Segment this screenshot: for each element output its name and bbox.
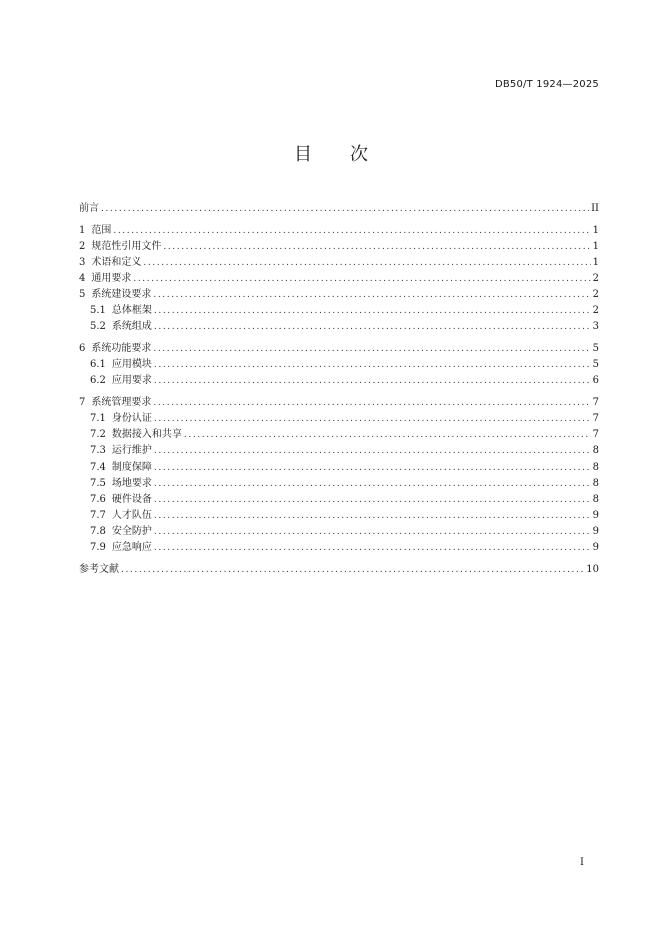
toc-entry-label: 制度保障 [111,461,152,473]
toc-entry-label: 系统组成 [111,321,152,333]
toc-dot-leader [154,540,591,556]
toc-entry-label: 硬件设备 [111,493,152,505]
toc-entry-number: 7.9 [90,542,106,554]
toc-entry-page: 1 [592,240,599,252]
toc-entry-page: 9 [592,542,599,554]
toc-entry-label: 通用要求 [91,273,132,285]
toc-entry-label: 安全防护 [111,526,152,538]
toc-entry-label: 总体框架 [111,305,152,317]
toc-entry-number: 7.4 [90,461,106,473]
toc-entry-page: 7 [592,413,599,425]
toc-entry[interactable] [79,373,599,389]
toc-dot-leader [154,460,591,476]
toc-dot-leader [154,492,591,508]
toc-entry-number: 2 [79,240,86,252]
toc-entry[interactable] [79,476,599,492]
toc-entry-number: 5.2 [90,321,106,333]
toc-entry-label: 数据接入和共享 [111,429,182,441]
toc-entry-label: 系统建设要求 [91,289,152,301]
toc-entry[interactable] [79,524,599,540]
toc-entry-number: 6.1 [90,359,106,371]
toc-entry-page: 1 [592,224,599,236]
toc-entry-number: 7.5 [90,477,106,489]
toc-entry-number: 5.1 [90,305,106,317]
toc-entry-number: 7.3 [90,445,106,457]
toc-entry-page: 5 [592,359,599,371]
toc-entry[interactable] [79,223,599,239]
toc-dot-leader [121,562,584,578]
toc-entry-label: 系统管理要求 [91,397,152,409]
toc-entry[interactable] [79,460,599,476]
toc-entry-page: 2 [592,305,599,317]
toc-entry[interactable] [79,411,599,427]
toc-entry-page: 5 [592,343,599,355]
toc-entry-number: 7.6 [90,493,106,505]
toc-entry[interactable] [79,395,599,411]
toc-entry-number: 6.2 [90,375,106,387]
toc-entry-label: 运行维护 [111,445,152,457]
toc-entry-number: 7 [79,397,86,409]
toc-dot-leader [154,303,591,319]
toc-entry-label: 场地要求 [111,477,152,489]
toc-entry-number: 4 [79,273,86,285]
toc-entry[interactable] [79,201,599,217]
toc-dot-leader [133,271,590,287]
toc-entry[interactable] [79,303,599,319]
toc-dot-leader [184,427,591,443]
toc-entry-label: 应用模块 [111,359,152,371]
toc-dot-leader [154,443,591,459]
toc-entry-number: 7.2 [90,429,106,441]
toc-entry-page: II [591,203,599,214]
document-code: DB50/T 1924—2025 [494,79,599,90]
toc-entry-label: 规范性引用文件 [91,240,162,252]
toc-entry-page: 8 [592,445,599,457]
toc-entry-page: 8 [592,477,599,489]
toc-entry-page: 8 [592,461,599,473]
toc-entry-number: 7.7 [90,510,106,522]
toc-entry-number: 7.1 [90,413,106,425]
toc-dot-leader [154,476,591,492]
toc-entry-number: 1 [79,224,86,236]
toc-entry-page: 9 [592,510,599,522]
toc-entry-label: 人才队伍 [111,510,152,522]
toc-entry-label: 参考文献 [79,563,119,575]
toc-entry-number: 7.8 [90,526,106,538]
toc-dot-leader [154,411,591,427]
toc-heading [0,140,662,166]
toc-dot-leader [143,255,590,271]
toc-entry[interactable] [79,540,599,556]
toc-entry-label: 身份认证 [111,413,152,425]
toc-entry-page: 7 [592,397,599,409]
toc-entry-label: 应急响应 [111,542,152,554]
toc-entry-page: 10 [586,563,599,575]
toc-entry[interactable] [79,357,599,373]
toc-entry-page: 1 [592,256,599,268]
toc-dot-leader [153,395,590,411]
toc-entry-page: 2 [592,273,599,285]
toc-entry-number: 5 [79,289,86,301]
toc-entry[interactable] [79,427,599,443]
toc-entry-label: 应用要求 [111,375,152,387]
toc-entry[interactable] [79,319,599,335]
table-of-contents [79,201,599,578]
toc-entry[interactable] [79,443,599,459]
toc-heading-char-2: 次 [350,144,368,165]
toc-entry-label: 范围 [91,224,112,236]
toc-entry-page: 2 [592,289,599,301]
toc-entry[interactable] [79,562,599,578]
page-number: I [580,857,584,868]
toc-entry-number: 3 [79,256,86,268]
toc-entry-label: 术语和定义 [91,256,142,268]
toc-entry-number: 6 [79,343,86,355]
toc-entry[interactable] [79,492,599,508]
toc-entry-label: 前言 [79,203,99,214]
toc-entry[interactable] [79,239,599,255]
toc-dot-leader [153,287,590,303]
toc-entry-page: 6 [592,375,599,387]
toc-heading-char-1: 目 [294,144,312,165]
toc-entry-page: 7 [592,429,599,441]
toc-dot-leader [154,508,591,524]
toc-entry[interactable] [79,271,599,287]
toc-entry-page: 3 [592,321,599,333]
toc-dot-leader [101,201,589,217]
toc-entry[interactable] [79,341,599,357]
toc-dot-leader [154,524,591,540]
toc-entry-page: 8 [592,493,599,505]
toc-dot-leader [154,373,591,389]
toc-entry[interactable] [79,255,599,271]
toc-dot-leader [154,319,591,335]
toc-entry[interactable] [79,508,599,524]
toc-dot-leader [153,341,590,357]
toc-dot-leader [163,239,590,255]
toc-dot-leader [113,223,590,239]
toc-entry-page: 9 [592,526,599,538]
toc-entry[interactable] [79,287,599,303]
toc-dot-leader [154,357,591,373]
toc-entry-label: 系统功能要求 [91,343,152,355]
